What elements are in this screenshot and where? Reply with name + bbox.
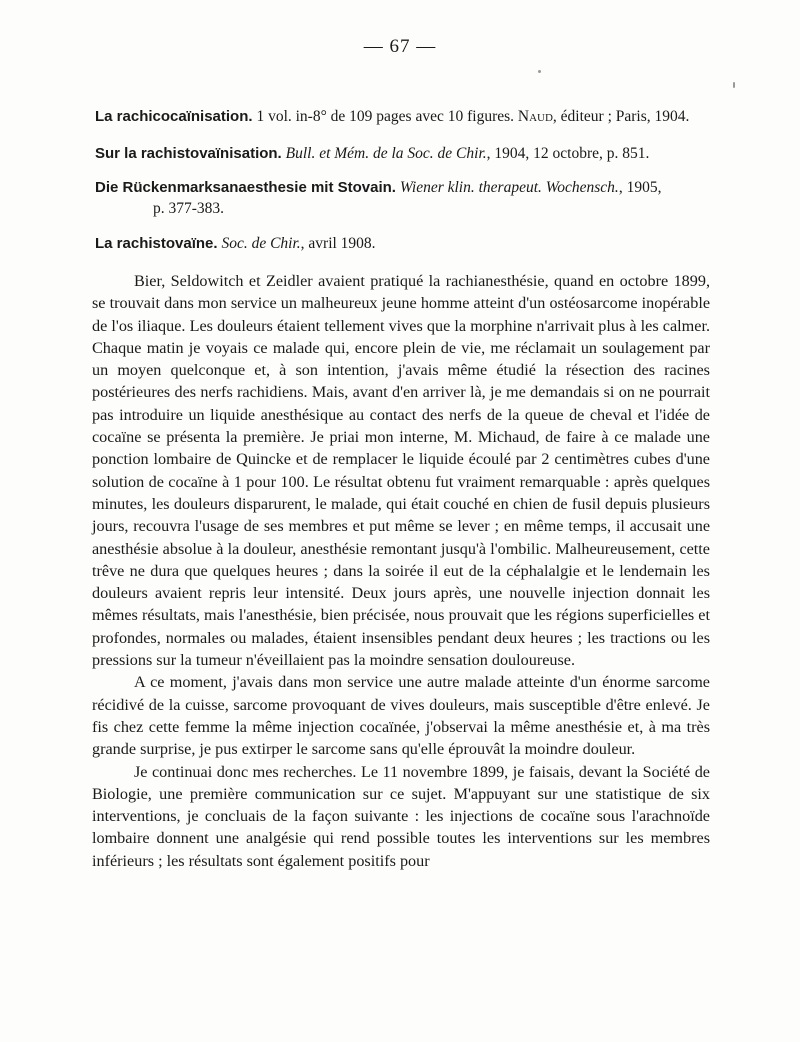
paragraph: A ce moment, j'avais dans mon service une autre malade atteinte d'un énorme sarcome récidivé de la cuisse, sarcome provoquant de vives douleurs, mais susceptible d'être enlevé. Je fis chez cette femme la même injection cocaïnée, j'observai la même anesthésie et, à ma très grande surprise, je pus extirper le sarcome sans qu'elle éprouvât la moindre douleur. [92, 673, 710, 759]
entry-details-end: , 1904, 12 octobre, p. 851. [486, 145, 650, 162]
entry-details-end: , 1905, [618, 179, 662, 196]
entry-publisher: Naud [517, 108, 553, 125]
entry-title: Die Rückenmarksanaesthesie mit Stovain. [95, 179, 396, 196]
bibliography-entry [95, 231, 715, 257]
scan-speck [733, 82, 735, 88]
page-number: — 67 — [363, 36, 437, 57]
entry-title: La rachistovaïne. [95, 235, 218, 252]
entry-pages: p. 377-383. [153, 200, 225, 217]
bibliography-entry [95, 177, 715, 219]
entry-title: La rachicocaïnisation. [95, 108, 253, 125]
paragraph: Je continuai donc mes recherches. Le 11 novembre 1899, je faisais, devant la Société de Biologie, une première communication sur ce sujet. M'appuyant sur une statistique de six interventions, je concluais de la façon suivante : les injections de cocaïne sous l'arachnoïde lombaire donnent une analgésie qui rend possible toutes les interventions sur les membres inférieurs ; les résultats sont également positifs pour [92, 762, 710, 870]
entry-journal: Bull. et Mém. de la Soc. de Chir. [281, 145, 487, 162]
bibliography-entry [95, 104, 715, 130]
entry-details-end: , éditeur ; Paris, 1904. [552, 108, 690, 125]
scan-speck [538, 70, 541, 73]
entry-details-end: , avril 1908. [300, 235, 376, 252]
bibliography-entry [95, 141, 715, 167]
entry-journal: Soc. de Chir. [217, 235, 301, 252]
entry-journal: Wiener klin. therapeut. Wochensch. [395, 179, 619, 196]
entry-details: 1 vol. in-8° de 109 pages avec 10 figures. [252, 108, 518, 125]
paragraph: Bier, Seldowitch et Zeidler avaient pratiqué la rachianesthésie, quand en octobre 1899, se trouvait dans mon service un malheureux jeune homme atteint d'un ostéosarcome inopérable de l'os iliaque. Les douleurs étaient tellement vives que la morphine n'arrivait plus à les calmer. Chaque matin je voyais ce malade qui, encore plein de vie, me réclamait un soulagement par un moyen quelconque et, à son intention, j'avais même étudié la résection des racines postérieures des nerfs rachidiens. Mais, avant d'en arriver là, je me demandais si on ne pourrait pas introduire un liquide anesthésique au contact des nerfs de la queue de cheval et l'idée de cocaïne se présenta la première. Je priai mon interne, M. Michaud, de faire à ce malade une ponction lombaire de Quincke et de remplacer le liquide écoulé par 2 centimètres cubes d'une solution de cocaïne à 1 pour 100. Le résultat obtenu fut vraiment remarquable : après quelques minutes, les douleurs disparurent, le malade, qui était couché en chien de fusil depuis plusieurs jours, recouvra l'usage de ses membres et put même se lever ; en même temps, il accusait une anesthésie absolue à la douleur, anesthésie remontant jusqu'à l'ombilic. Malheureusement, cette trêve ne dura que quelques heures ; dans la soirée il eut de la céphalalgie et le lendemain les douleurs avaient repris leur intensité. Deux jours après, une nouvelle injection donnait les mêmes résultats, mais l'anesthésie, bien précisée, nous prouvait que les régions superficielles et profondes, normales ou malades, étaient insensibles pendant deux heures ; les tractions ou les pressions sur la tumeur n'éveillaient pas la moindre sensation douloureuse. [92, 272, 710, 670]
body-text [92, 270, 710, 872]
entry-title: Sur la rachistovaïnisation. [95, 145, 282, 162]
